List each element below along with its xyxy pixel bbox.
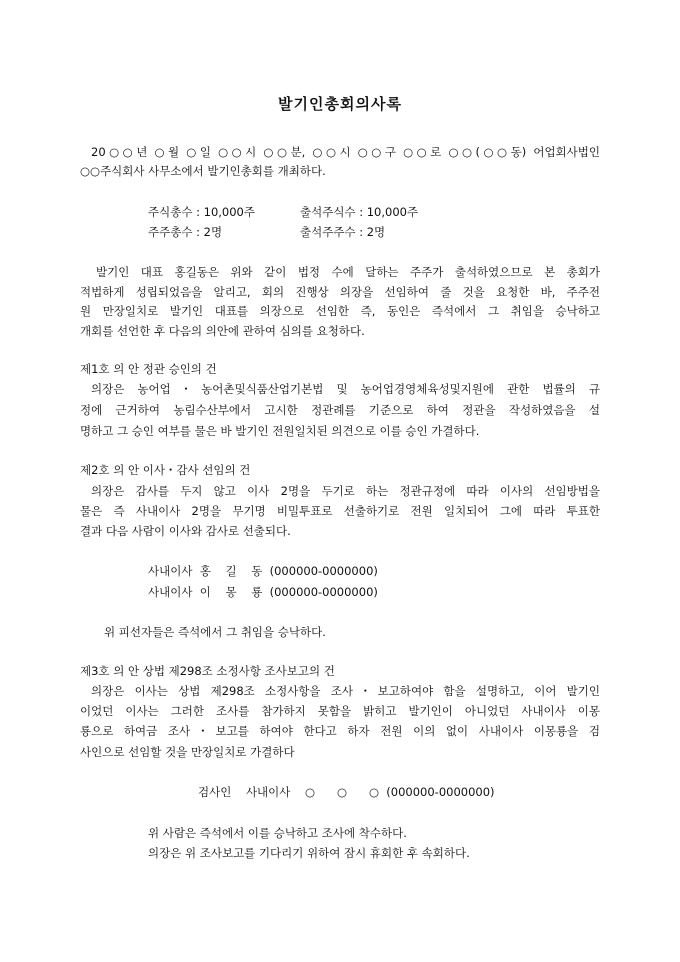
agenda2-line-3: 결과 다음 사람이 이사와 감사로 선출되다. [80, 524, 291, 538]
agenda3-line-4: 사인으로 선임할 것을 만장일치로 가결하다 [80, 745, 295, 759]
opening-line-4: 개회를 선언한 후 다음의 의안에 관하여 심의를 요청하다. [80, 324, 365, 338]
agenda3-line-1: 의장은 이사는 상법 제298조 소정사항을 조사・보고하여야 함을 설명하고, 이어 발기인 [91, 684, 600, 698]
document-title: 발기인총회의사록 [278, 95, 402, 113]
attend-holders: 출석주주수 : 2명 [300, 225, 386, 239]
director-1: 사내이사 홍 길 동 (000000-0000000) [148, 564, 378, 578]
director-2: 사내이사 이 몽 룡 (000000-0000000) [148, 585, 378, 599]
attend-shares: 출석주식수 : 10,000주 [300, 205, 419, 219]
intro-line-2: ○○주식회사 사무소에서 발기인총회를 개최하다. [80, 164, 326, 178]
agenda1-line-1: 의장은 농어업・농어촌및식품산업기본법 및 농어업경영체육성및지원에 관한 법률의 규 [91, 382, 600, 396]
agenda2-closing: 위 피선자들은 즉석에서 그 취임을 승낙하다. [104, 625, 326, 639]
agenda2-line-1: 의장은 감사를 두지 않고 이사 2명을 두기로 하는 정관규정에 따라 이사의 선임방법을 [91, 484, 600, 498]
agenda2-line-2: 물은 즉 사내이사 2명을 무기명 비밀투표로 선출하기로 전원 일치되어 그에 따라 투표한 [80, 504, 600, 518]
opening-line-3: 원 만장일치로 발기인 대표를 의장으로 선임한 즉, 동인은 즉석에서 그 취임을 승낙하고 [80, 304, 600, 318]
agenda3-closing-2: 의장은 위 조사보고를 기다리기 위하여 잠시 휴회한 후 속회하다. [148, 846, 470, 860]
agenda1-line-2: 정에 근거하여 농림수산부에서 고시한 정관례를 기준으로 하여 정관을 작성하였음을 설 [80, 403, 600, 417]
agenda1-line-3: 명하고 그 승인 여부를 물은 바 발기인 전원일치된 의견으로 이를 승인 가결하다. [80, 424, 480, 438]
agenda3-line-2: 이었던 이사는 그러한 조사를 참가하지 못함을 밝히고 발기인이 아니었던 사내이사 이몽 [80, 704, 600, 718]
agenda3-line-3: 룡으로 하여금 조사・보고를 하여야 한다고 하자 전원 이의 없이 사내이사 이몽룡을 검 [80, 724, 600, 738]
agenda1-heading: 제1호 의 안 정관 승인의 건 [80, 362, 217, 376]
inspector-line: 검사인 사내이사 ○ ○ ○ (000000-0000000) [198, 785, 495, 799]
total-holders: 주주총수 : 2명 [148, 225, 223, 239]
opening-line-1: 발기인 대표 홍길동은 위와 같이 법정 수에 달하는 주주가 출석하였으므로 본 총회가 [96, 265, 600, 279]
intro-line-1: 20○○년 ○월 ○일 ○○시 ○○분, ○○시 ○○구 ○○로 ○○(○○동) 어업회사법인 [91, 145, 600, 159]
agenda2-heading: 제2호 의 안 이사・감사 선임의 건 [80, 463, 251, 477]
opening-line-2: 적법하게 성립되었음을 알리고, 회의 진행상 의장을 선임하여 줄 것을 요청한 바, 주주전 [80, 285, 600, 299]
agenda3-heading: 제3호 의 안 상법 제298조 소정사항 조사보고의 건 [80, 664, 335, 678]
agenda3-closing-1: 위 사람은 즉석에서 이를 승낙하고 조사에 착수하다. [148, 826, 407, 840]
total-shares: 주식총수 : 10,000주 [148, 205, 255, 219]
